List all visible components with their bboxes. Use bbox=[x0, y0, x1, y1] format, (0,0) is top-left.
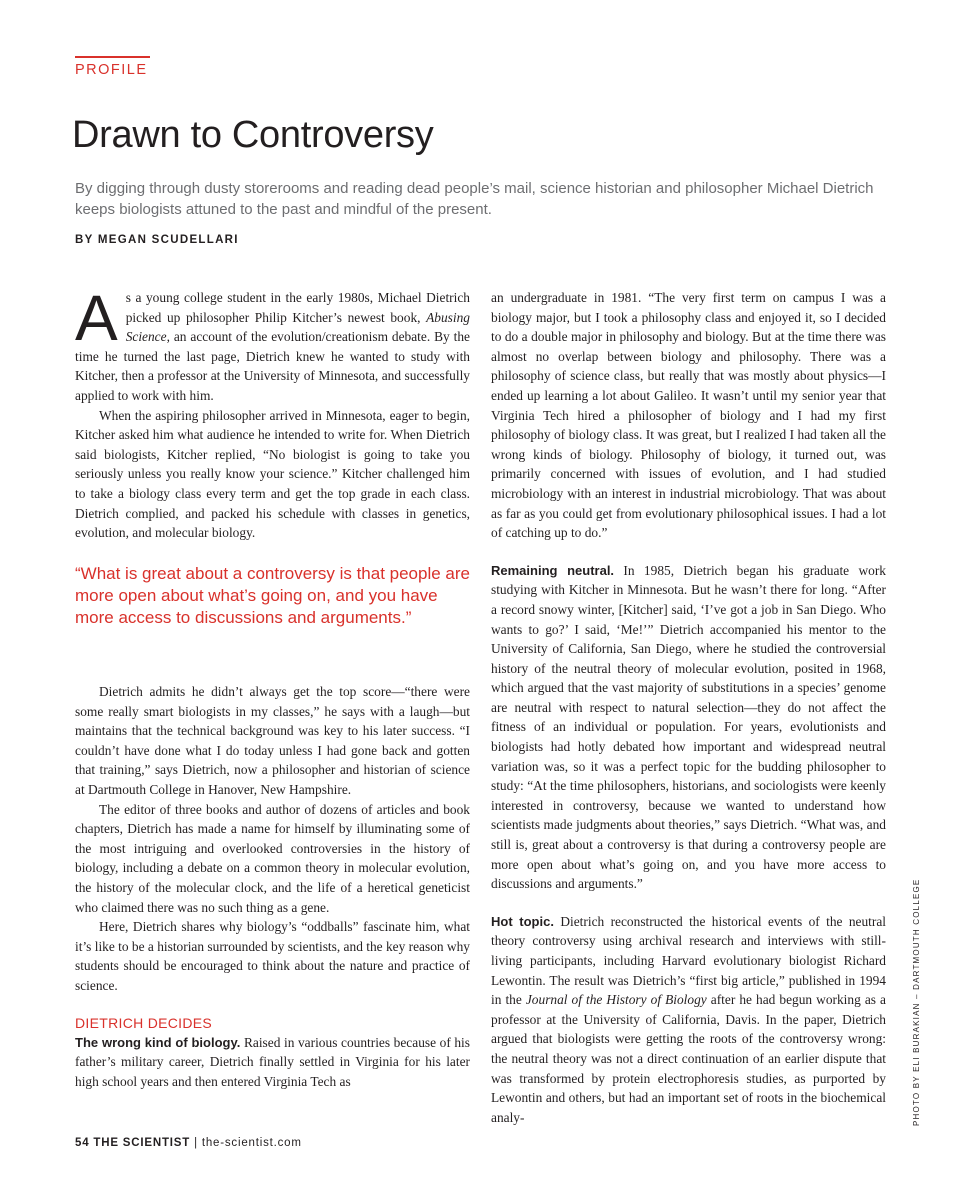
intro-paragraph-2: When the aspiring philosopher arrived in Minnesota, eager to begin, Kitcher asked him what audience he intended to write for. When Dietrich said biologists, Kitcher replied, “No biologist is going to take you seriously unless you really know your science.” Kitcher challenged him to take a biology class every term and get the top grade in each class. Dietrich complied, and packed his schedule with classes in genetics, evolution, and molecular biology. bbox=[75, 407, 470, 541]
run-in-head: The wrong kind of biology. bbox=[75, 1034, 241, 1050]
publication-name: THE SCIENTIST bbox=[93, 1137, 191, 1149]
journal-title: Journal of the History of Biology bbox=[525, 992, 707, 1008]
right-paragraph-2 bbox=[491, 561, 886, 894]
website-link[interactable]: the-scientist.com bbox=[201, 1137, 302, 1149]
intro-text-a: s a young college student in the early 1980s, Michael Dietrich picked up philosopher Philip Kitcher’s newest book, bbox=[125, 290, 470, 325]
right-paragraph-3 bbox=[491, 912, 886, 1128]
deck: By digging through dusty storerooms and reading dead people’s mail, science historian and philosopher Michael Dietrich keeps biologists attuned to the past and mindful of the present. bbox=[75, 180, 874, 218]
headline: Drawn to Controversy bbox=[72, 114, 434, 156]
drop-cap: A bbox=[75, 282, 118, 354]
section-label: PROFILE bbox=[75, 62, 148, 78]
intro-text-b: , an account of the evolution/creationism debate. By the time he turned the last page, Dietrich knew he wanted to study with Kitcher, then a professor at the University of Minnesota, and successfully applied to work with him. bbox=[75, 329, 470, 403]
body-paragraph-3: Here, Dietrich shares why biology’s “oddballs” fascinate him, what it’s like to be a historian surrounded by scientists, and the key reason why students should be encouraged to think about the nature and practice of science. bbox=[75, 919, 470, 993]
run-in-head: Hot topic. bbox=[491, 913, 554, 929]
footer-separator: | bbox=[194, 1137, 198, 1149]
intro-paragraph-1 bbox=[75, 282, 470, 406]
body-paragraph-2: The editor of three books and author of dozens of articles and book chapters, Dietrich has made a name for himself by illuminating some of the most intriguing and overlooked controversies in the history of biology, including a debate on a common theory in molecular evolution, the history of the molecular clock, and the life of a heretical geneticist who claimed there was no such thing as a gene. bbox=[75, 801, 470, 915]
book-title: Abusing Science bbox=[125, 309, 470, 345]
subhead: DIETRICH DECIDES bbox=[75, 1014, 213, 1031]
right-paragraph-2-text: In 1985, Dietrich began his graduate work studying with Kitcher in Minnesota. But he wasn’t there for long. “After a record snowy winter, [Kitcher] said, ‘I’ve got a job in San Diego. Who wants to go?’ I said, ‘Me!’” Dietrich accompanied his mentor to the University of California, San Diego, where he studied the controversial history of the neutral theory of molecular evolution, posited in 1968, which argued that the vast majority of substitutions in a species’ genome are neutral with respect to natural selection—they do not affect the fitness of an individual or population. For years, evolutionists and biologists had hotly debated how important and widespread neutral variation was, so it was a perfect topic for the budding philosopher to study: “At the time philosophers, historians, and sociologists were keenly interested in controversy, because we wanted to understand how scientists made judgments about theories,” says Dietrich. “What was, and still is, great about a controversy is that during a controversy people are more open about what’s going on, and you have more access to discussions and arguments.” bbox=[491, 562, 886, 892]
run-in-head: Remaining neutral. bbox=[491, 562, 615, 578]
left-column-bottom bbox=[75, 682, 470, 1091]
body-paragraph-4 bbox=[75, 1033, 470, 1092]
photo-credit: PHOTO BY ELI BURAKIAN – DARTMOUTH COLLEGE bbox=[912, 878, 921, 1126]
left-column-top bbox=[75, 282, 470, 543]
page-number: 54 bbox=[75, 1137, 90, 1149]
byline: BY MEGAN SCUDELLARI bbox=[75, 234, 239, 246]
right-paragraph-3-text-a: Dietrich reconstructed the historical events of the neutral theory controversy using archival research and interviews with still-living participants, including Harvard evolutionary biologist Richard Lewontin. The result was Dietrich’s “first big article,” published in 1994 in the bbox=[491, 913, 887, 1008]
pull-quote: “What is great about a controversy is that people are more open about what’s going on, and you have more access to discussions and arguments.” bbox=[75, 564, 470, 627]
right-column bbox=[491, 288, 886, 1127]
page-footer bbox=[75, 1137, 302, 1149]
section-rule bbox=[75, 56, 150, 58]
body-paragraph-1: Dietrich admits he didn’t always get the top score—“there were some really smart biologists in my classes,” he says with a laugh—but maintains that the technical background was key to his later success. “I couldn’t have done what I do today unless I had gone back and gotten that training,” says Dietrich, now a philosopher and historian of science at Dartmouth College in Hanover, New Hampshire. bbox=[75, 684, 470, 797]
right-paragraph-1: an undergraduate in 1981. “The very first term on campus I was a biology major, but I took a philosophy class and enjoyed it, so I decided to do a double major in philosophy and biology. But at the time there was almost no overlap between biology and philosophy. There was a philosophy of science class, but really that was mostly about physics—I ended up learning a lot about Galileo. It wasn’t until my senior year that Virginia Tech hired a philosopher of biology and I had my first philosophy of biology class. It was great, but I realized I had taken all the wrong kinds of biology. Philosophy of biology, it turned out, was primarily concerned with issues of evolution, and I had studied microbiology with an interest in industrial microbiology. That was about as far as you could get from evolutionary philosophical issues. I had a lot of catching up to do.” bbox=[491, 290, 886, 541]
right-paragraph-3-text-b: after he had begun working as a professor at the University of California, Davis. In the paper, Dietrich argued that biologists were getting the roots of the controversy wrong: the neutral theory was not a direct continuation of an earlier dispute that was transformed by protein electrophoresis studies, as purported by Lewontin and others, but had an important set of roots in the biochemical analy- bbox=[491, 992, 886, 1125]
body-paragraph-4-text: Raised in various countries because of his father’s military career, Dietrich finally settled in Virginia for his later high school years and then entered Virginia Tech as bbox=[75, 1034, 470, 1089]
